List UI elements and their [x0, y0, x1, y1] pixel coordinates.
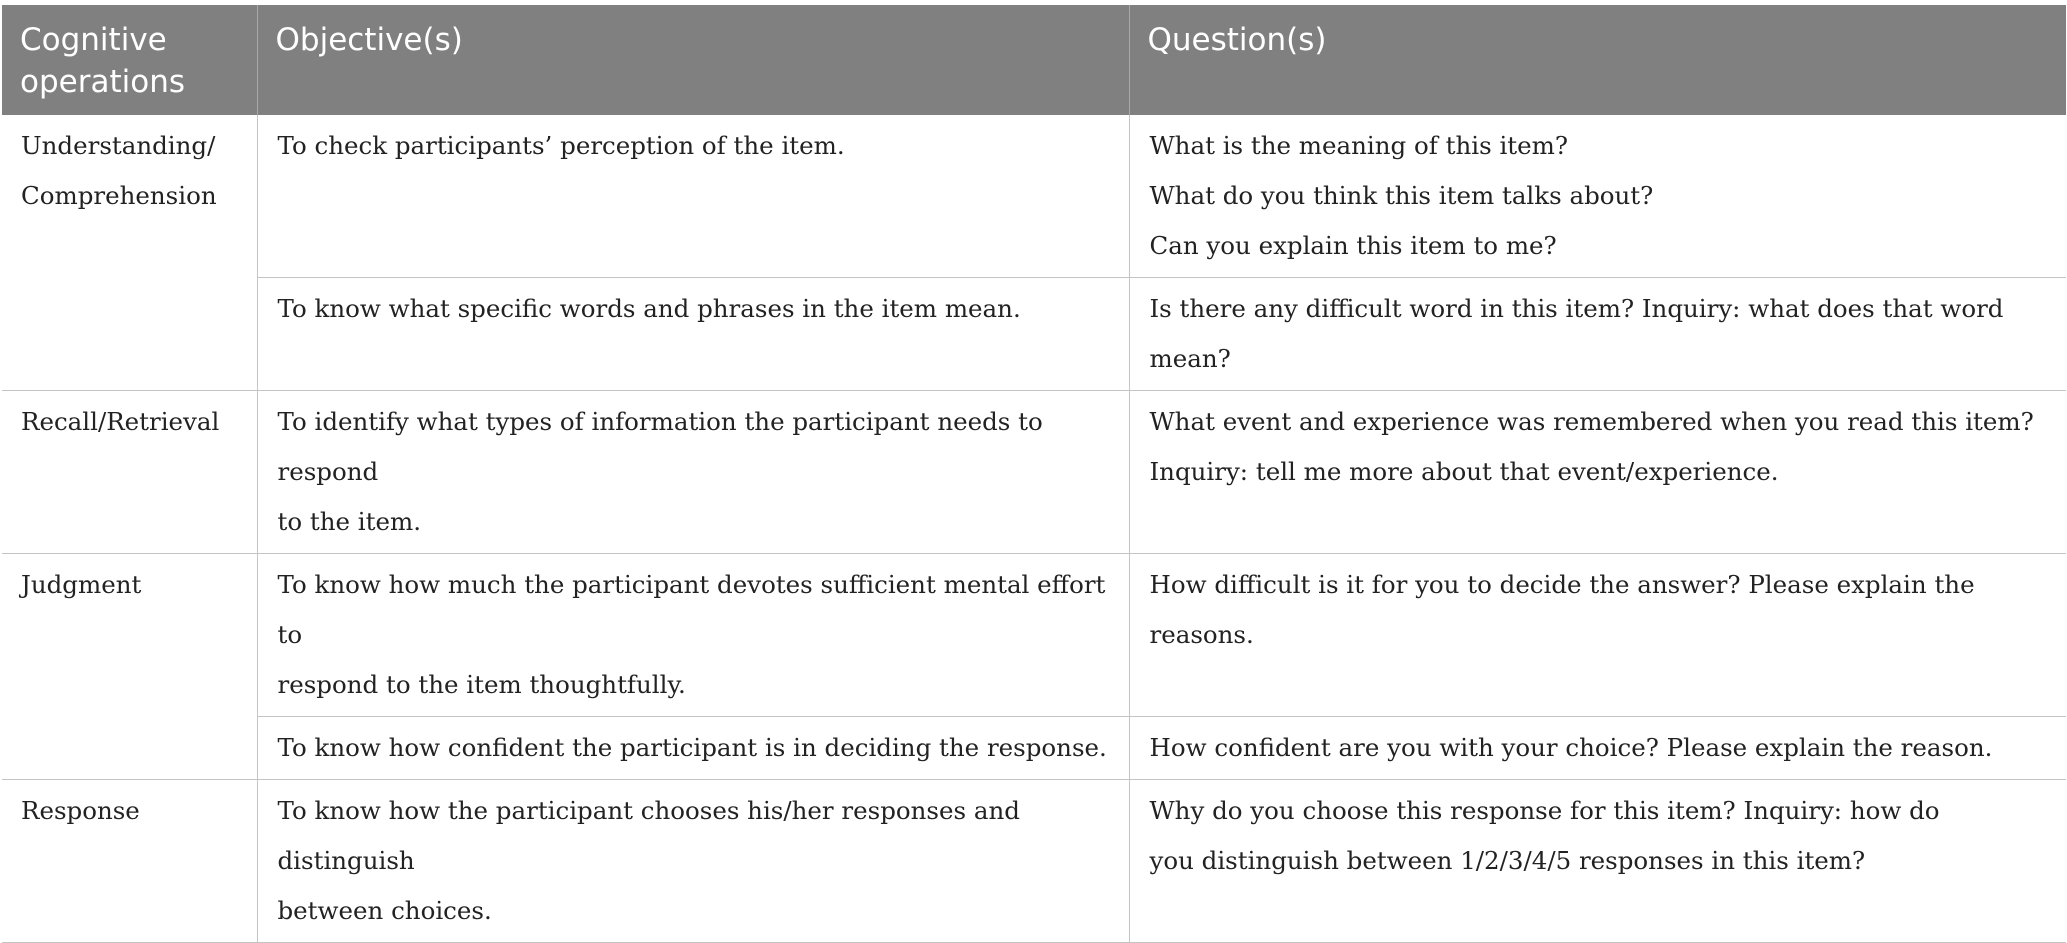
- header-objectives: Objective(s): [257, 5, 1129, 115]
- question-line: Why do you choose this response for this item? Inquiry: how do: [1149, 796, 1940, 825]
- category-cell: Response: [2, 780, 257, 943]
- category-cell: Recall/Retrieval: [2, 391, 257, 554]
- header-line: operations: [20, 64, 185, 100]
- objective-cell: To check participants’ perception of the item.: [257, 115, 1129, 278]
- header-line: Cognitive: [20, 22, 167, 58]
- objective-line: To know how much the participant devotes sufficient mental effort to: [277, 570, 1106, 649]
- category-cell: Judgment: [2, 554, 257, 780]
- objective-cell: [257, 554, 1129, 717]
- objective-line: respond to the item thoughtfully.: [277, 670, 686, 699]
- table-row: [2, 278, 2066, 391]
- table-row: [2, 780, 2066, 943]
- category-line: Understanding/: [21, 131, 216, 160]
- objective-cell: [257, 780, 1129, 943]
- objective-cell: To know how confident the participant is in deciding the response.: [257, 717, 1129, 780]
- objective-line: To know how the participant chooses his/her responses and distinguish: [277, 796, 1020, 875]
- question-line: What do you think this item talks about?: [1149, 181, 1654, 210]
- header-cognitive-operations: [2, 5, 257, 115]
- table-row: [2, 717, 2066, 780]
- cognitive-operations-table: [2, 5, 2066, 943]
- objective-line: to the item.: [277, 507, 421, 536]
- table-row: [2, 554, 2066, 717]
- header-row: [2, 5, 2066, 115]
- question-line: How confident are you with your choice? Please explain the reason.: [1149, 733, 1993, 762]
- category-cell: [2, 115, 257, 391]
- table-body: [2, 115, 2066, 943]
- question-cell: [1129, 717, 2066, 780]
- objective-cell: [257, 391, 1129, 554]
- objective-line: To identify what types of information the participant needs to respond: [277, 407, 1043, 486]
- question-line: Inquiry: tell me more about that event/experience.: [1149, 457, 1779, 486]
- question-line: Is there any difficult word in this item? Inquiry: what does that word mean?: [1149, 294, 2004, 373]
- objective-cell: To know what specific words and phrases in the item mean.: [257, 278, 1129, 391]
- question-line: you distinguish between 1/2/3/4/5 responses in this item?: [1149, 846, 1866, 875]
- objective-line: between choices.: [277, 896, 492, 925]
- header-questions: Question(s): [1129, 5, 2066, 115]
- question-line: What is the meaning of this item?: [1149, 131, 1568, 160]
- table-row: [2, 115, 2066, 278]
- question-line: What event and experience was remembered when you read this item?: [1149, 407, 2034, 436]
- table-row: [2, 391, 2066, 554]
- question-cell: [1129, 554, 2066, 717]
- question-cell: [1129, 391, 2066, 554]
- question-line: Can you explain this item to me?: [1149, 231, 1557, 260]
- question-cell: [1129, 780, 2066, 943]
- category-line: Comprehension: [21, 181, 217, 210]
- table-header: [2, 5, 2066, 115]
- question-cell: [1129, 278, 2066, 391]
- question-cell: [1129, 115, 2066, 278]
- question-line: How difficult is it for you to decide the answer? Please explain the reasons.: [1149, 570, 1975, 649]
